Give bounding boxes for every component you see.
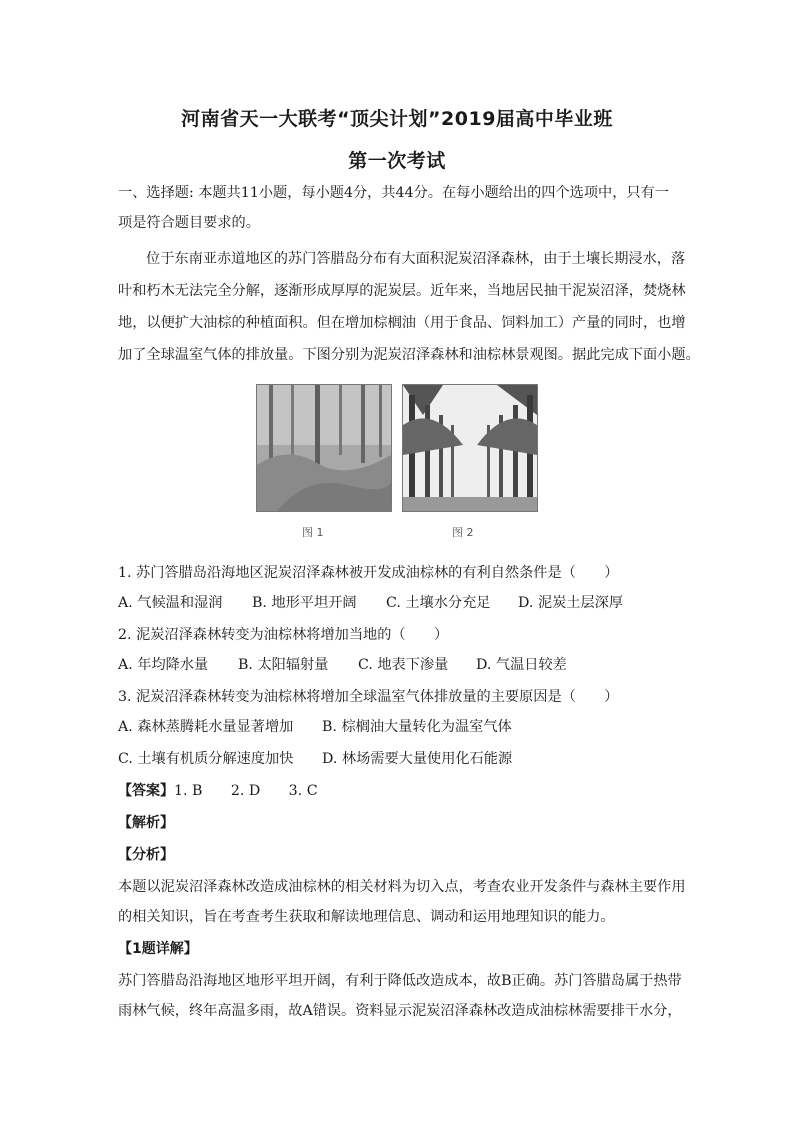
question-2-stem: 2. 泥炭沼泽森林转变为油棕林将增加当地的（ ）	[118, 627, 449, 643]
peat-swamp-forest-photo	[256, 384, 392, 512]
section-instruction-line-1: 一、选择题: 本题共11小题，每小题4分，共44分。在每小题给出的四个选项中，只有一	[118, 185, 669, 201]
question-3-option-d: D. 林场需要大量使用化石能源	[322, 751, 513, 767]
answer-label: 【答案】	[118, 783, 174, 799]
page-title: 河南省天一大联考“顶尖计划”2019届高中毕业班	[181, 108, 613, 130]
question-1-option-b: B. 地形平坦开阔	[252, 595, 357, 611]
figure-caption-1: 图 1	[302, 526, 324, 539]
detail-1-line-2: 雨林气候，终年高温多雨，故A错误。资料显示泥炭沼泽森林改造成油棕林需要排干水分，	[118, 1003, 682, 1019]
landscape-figure	[256, 384, 538, 542]
question-3-stem: 3. 泥炭沼泽森林转变为油棕林将增加全球温室气体排放量的主要原因是（ ）	[118, 689, 619, 705]
passage-line-2: 叶和朽木无法完全分解，逐渐形成厚厚的泥炭层。近年来，当地居民抽干泥炭沼泽，焚烧林	[118, 283, 686, 299]
question-1-option-c: C. 土壤水分充足	[386, 595, 491, 611]
question-3-option-c: C. 土壤有机质分解速度加快	[118, 751, 294, 767]
detail-1-line-1: 苏门答腊岛沿海地区地形平坦开阔，有利于降低改造成本，故B正确。苏门答腊岛属于热带	[118, 973, 682, 989]
question-2-option-b: B. 太阳辐射量	[238, 657, 329, 673]
question-2-option-c: C. 地表下渗量	[358, 657, 449, 673]
fenxi-line-1: 本题以泥炭沼泽森林改造成油棕林的相关材料为切入点，考查农业开发条件与森林主要作用	[118, 879, 686, 895]
fenxi-line-2: 的相关知识，旨在考查考生获取和解读地理信息、调动和运用地理知识的能力。	[118, 909, 615, 925]
question-2-option-a: A. 年均降水量	[118, 657, 209, 673]
passage-line-4: 加了全球温室气体的排放量。下图分别为泥炭沼泽森林和油棕林景观图。据此完成下面小题。	[118, 347, 700, 363]
figure-caption-2: 图 2	[452, 526, 474, 539]
oil-palm-plantation-photo	[402, 384, 538, 512]
passage-line-3: 地，以便扩大油棕的种植面积。但在增加棕榈油（用于食品、饲料加工）产量的同时，也增	[118, 315, 686, 331]
fenxi-label: 【分析】	[118, 847, 174, 863]
page-subtitle: 第一次考试	[348, 150, 446, 172]
answer-text: 1. B 2. D 3. C	[174, 783, 318, 799]
section-instruction-line-2: 项是符合题目要求的。	[118, 215, 260, 231]
analysis-label: 【解析】	[118, 815, 174, 831]
answer-row	[118, 782, 318, 800]
question-3-option-b: B. 棕榈油大量转化为温室气体	[322, 719, 512, 735]
passage-line-1: 位于东南亚赤道地区的苏门答腊岛分布有大面积泥炭沼泽森林，由于土壤长期浸水，落	[146, 251, 686, 267]
question-1-option-d: D. 泥炭土层深厚	[518, 595, 624, 611]
question-1-option-a: A. 气候温和湿润	[118, 595, 223, 611]
detail-1-label: 【1题详解】	[118, 941, 198, 957]
question-1-stem: 1. 苏门答腊岛沿海地区泥炭沼泽森林被开发成油棕林的有利自然条件是（ ）	[118, 565, 619, 581]
question-2-option-d: D. 气温日较差	[476, 657, 567, 673]
question-3-option-a: A. 森林蒸腾耗水量显著增加	[118, 719, 294, 735]
